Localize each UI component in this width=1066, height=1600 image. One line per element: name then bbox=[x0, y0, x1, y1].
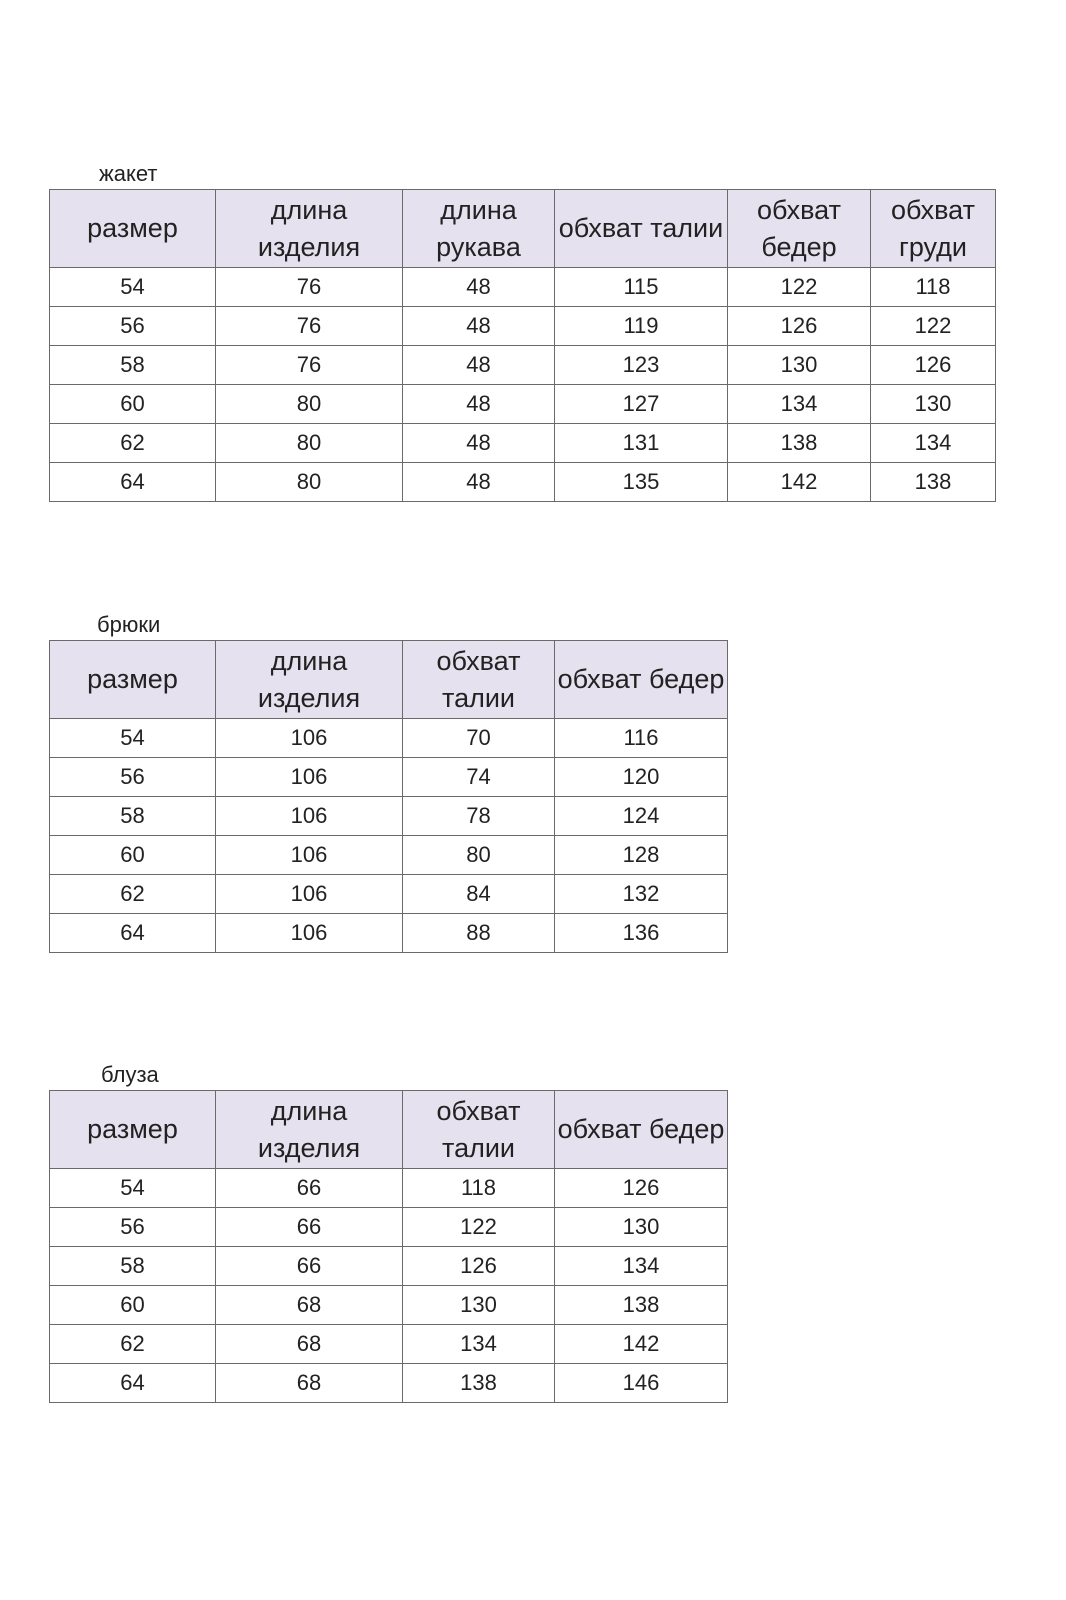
table-cell: 64 bbox=[50, 463, 216, 502]
trousers-caption: брюки bbox=[97, 612, 161, 637]
table-cell: 116 bbox=[555, 719, 728, 758]
table-cell: 142 bbox=[555, 1325, 728, 1364]
table-cell: 56 bbox=[50, 758, 216, 797]
table-cell: 80 bbox=[216, 424, 403, 463]
table-cell: 130 bbox=[728, 346, 871, 385]
table-row bbox=[50, 1169, 728, 1208]
header-row bbox=[50, 190, 996, 268]
table-cell: 130 bbox=[555, 1208, 728, 1247]
table-cell: 84 bbox=[403, 875, 555, 914]
table-cell: 80 bbox=[216, 463, 403, 502]
table-cell: 60 bbox=[50, 385, 216, 424]
table-cell: 138 bbox=[728, 424, 871, 463]
table-cell: 58 bbox=[50, 1247, 216, 1286]
table-cell: 56 bbox=[50, 307, 216, 346]
table-cell: 119 bbox=[555, 307, 728, 346]
table-cell: 76 bbox=[216, 268, 403, 307]
table-row bbox=[50, 1208, 728, 1247]
header-row bbox=[50, 1091, 728, 1169]
table-row bbox=[50, 1364, 728, 1403]
column-header: длина рукава bbox=[403, 190, 555, 268]
table-cell: 124 bbox=[555, 797, 728, 836]
table-cell: 68 bbox=[216, 1286, 403, 1325]
table-cell: 122 bbox=[728, 268, 871, 307]
table-cell: 118 bbox=[403, 1169, 555, 1208]
table-cell: 48 bbox=[403, 463, 555, 502]
table-cell: 138 bbox=[871, 463, 996, 502]
table-cell: 126 bbox=[728, 307, 871, 346]
blouse-caption: блуза bbox=[101, 1062, 159, 1087]
column-header: обхват бедер bbox=[555, 1091, 728, 1169]
blouse-size-table bbox=[49, 1090, 728, 1403]
table-row bbox=[50, 797, 728, 836]
table-cell: 64 bbox=[50, 914, 216, 953]
table-cell: 115 bbox=[555, 268, 728, 307]
table-cell: 60 bbox=[50, 1286, 216, 1325]
table-row bbox=[50, 836, 728, 875]
table-row bbox=[50, 385, 996, 424]
table-cell: 126 bbox=[555, 1169, 728, 1208]
column-header: длина изделия bbox=[216, 190, 403, 268]
table-cell: 76 bbox=[216, 307, 403, 346]
table-cell: 136 bbox=[555, 914, 728, 953]
table-cell: 138 bbox=[555, 1286, 728, 1325]
table-cell: 120 bbox=[555, 758, 728, 797]
column-header: длина изделия bbox=[216, 641, 403, 719]
table-cell: 130 bbox=[871, 385, 996, 424]
table-cell: 142 bbox=[728, 463, 871, 502]
table-cell: 126 bbox=[871, 346, 996, 385]
table-row bbox=[50, 268, 996, 307]
column-header: обхват бедер bbox=[728, 190, 871, 268]
table-row bbox=[50, 346, 996, 385]
table-row bbox=[50, 1325, 728, 1364]
table-cell: 138 bbox=[403, 1364, 555, 1403]
table-cell: 70 bbox=[403, 719, 555, 758]
table-cell: 74 bbox=[403, 758, 555, 797]
table-cell: 122 bbox=[871, 307, 996, 346]
table-cell: 76 bbox=[216, 346, 403, 385]
table-cell: 66 bbox=[216, 1247, 403, 1286]
table-cell: 106 bbox=[216, 836, 403, 875]
header-row bbox=[50, 641, 728, 719]
table-cell: 88 bbox=[403, 914, 555, 953]
table-cell: 131 bbox=[555, 424, 728, 463]
table-cell: 62 bbox=[50, 424, 216, 463]
table-cell: 106 bbox=[216, 758, 403, 797]
column-header: обхват талии bbox=[403, 1091, 555, 1169]
table-cell: 68 bbox=[216, 1325, 403, 1364]
table-cell: 134 bbox=[871, 424, 996, 463]
table-cell: 54 bbox=[50, 719, 216, 758]
column-header: размер bbox=[50, 641, 216, 719]
jacket-caption: жакет bbox=[99, 161, 158, 186]
column-header: размер bbox=[50, 1091, 216, 1169]
column-header: обхват груди bbox=[871, 190, 996, 268]
jacket-size-table bbox=[49, 189, 996, 502]
table-cell: 54 bbox=[50, 268, 216, 307]
table-cell: 106 bbox=[216, 797, 403, 836]
table-cell: 106 bbox=[216, 875, 403, 914]
table-cell: 134 bbox=[403, 1325, 555, 1364]
table-cell: 68 bbox=[216, 1364, 403, 1403]
table-cell: 64 bbox=[50, 1364, 216, 1403]
table-cell: 58 bbox=[50, 797, 216, 836]
table-cell: 78 bbox=[403, 797, 555, 836]
table-row bbox=[50, 424, 996, 463]
table-cell: 127 bbox=[555, 385, 728, 424]
column-header: обхват талии bbox=[403, 641, 555, 719]
table-cell: 106 bbox=[216, 914, 403, 953]
table-cell: 126 bbox=[403, 1247, 555, 1286]
table-cell: 134 bbox=[555, 1247, 728, 1286]
table-cell: 48 bbox=[403, 268, 555, 307]
column-header: длина изделия bbox=[216, 1091, 403, 1169]
table-cell: 48 bbox=[403, 346, 555, 385]
table-cell: 80 bbox=[216, 385, 403, 424]
table-cell: 60 bbox=[50, 836, 216, 875]
table-row bbox=[50, 758, 728, 797]
column-header: размер bbox=[50, 190, 216, 268]
table-cell: 62 bbox=[50, 1325, 216, 1364]
table-cell: 66 bbox=[216, 1208, 403, 1247]
table-cell: 134 bbox=[728, 385, 871, 424]
table-row bbox=[50, 914, 728, 953]
table-cell: 48 bbox=[403, 385, 555, 424]
table-cell: 66 bbox=[216, 1169, 403, 1208]
table-cell: 118 bbox=[871, 268, 996, 307]
table-cell: 128 bbox=[555, 836, 728, 875]
table-cell: 80 bbox=[403, 836, 555, 875]
table-cell: 135 bbox=[555, 463, 728, 502]
table-cell: 62 bbox=[50, 875, 216, 914]
column-header: обхват бедер bbox=[555, 641, 728, 719]
column-header: обхват талии bbox=[555, 190, 728, 268]
table-cell: 48 bbox=[403, 424, 555, 463]
table-cell: 122 bbox=[403, 1208, 555, 1247]
table-cell: 56 bbox=[50, 1208, 216, 1247]
table-row bbox=[50, 307, 996, 346]
table-cell: 54 bbox=[50, 1169, 216, 1208]
table-cell: 58 bbox=[50, 346, 216, 385]
table-row bbox=[50, 719, 728, 758]
table-cell: 146 bbox=[555, 1364, 728, 1403]
table-row bbox=[50, 1247, 728, 1286]
table-row bbox=[50, 1286, 728, 1325]
table-cell: 132 bbox=[555, 875, 728, 914]
table-cell: 106 bbox=[216, 719, 403, 758]
table-row bbox=[50, 463, 996, 502]
table-cell: 123 bbox=[555, 346, 728, 385]
table-cell: 48 bbox=[403, 307, 555, 346]
table-row bbox=[50, 875, 728, 914]
trousers-size-table bbox=[49, 640, 728, 953]
table-cell: 130 bbox=[403, 1286, 555, 1325]
